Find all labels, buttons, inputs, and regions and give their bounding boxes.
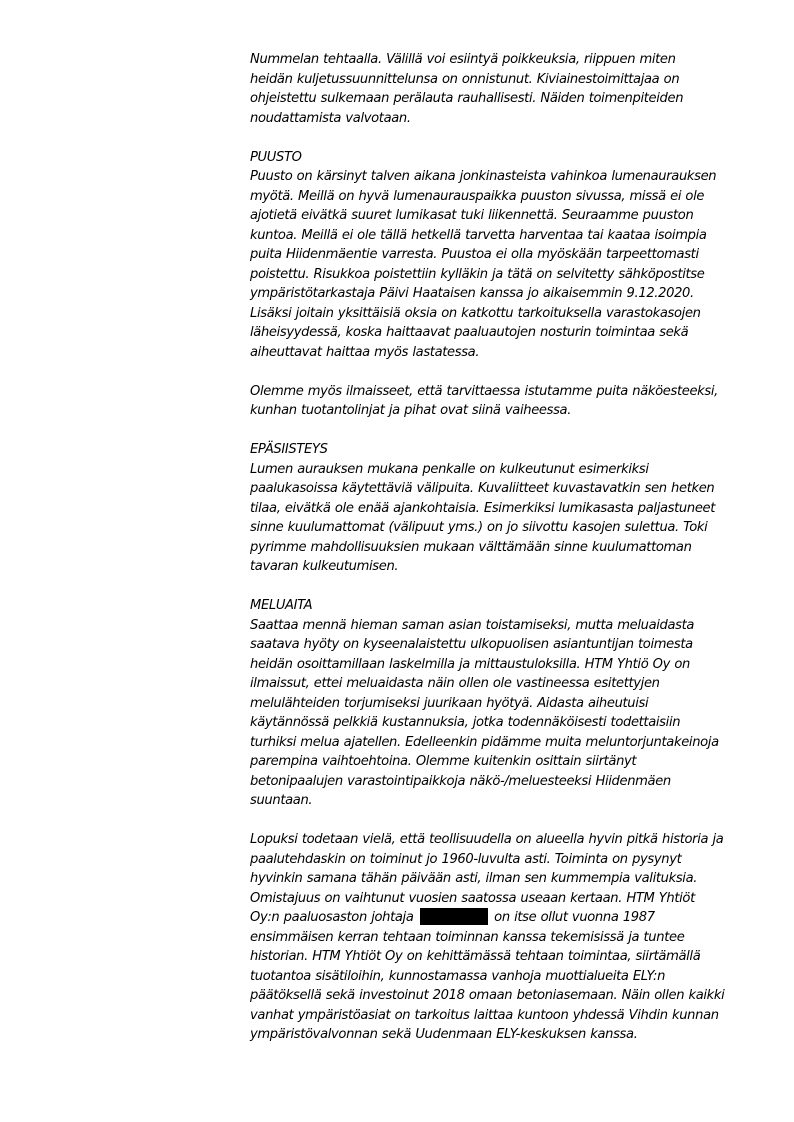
text-line: tilaa, eivätkä ole enää ajankohtaisia. Esimerkiksi lumikasasta paljastuneet bbox=[250, 500, 716, 516]
redacted-text-line bbox=[250, 908, 750, 928]
document-body bbox=[250, 50, 750, 1045]
conclusion-paragraph bbox=[250, 830, 750, 1045]
text-line: betonipaalujen varastointipaikkoja näkö-/meluesteeksi Hiidenmäen bbox=[250, 773, 671, 789]
text-line: puita Hiidenmäentie varresta. Puustoa ei olla myöskään tarpeettomasti bbox=[250, 247, 699, 262]
text-line: paalutehdaskin on toiminut jo 1960-luvulta asti. Toiminta on pysynyt bbox=[250, 851, 682, 867]
text-line: sinne kuulumattomat (välipuut yms.) on jo siivottu kasojen sulettua. Toki bbox=[250, 520, 708, 535]
text-line: Lopuksi todetaan vielä, että teollisuudella on alueella hyvin pitkä historia ja bbox=[250, 832, 724, 847]
paragraph-spacer bbox=[250, 811, 750, 831]
paragraph-spacer bbox=[250, 128, 750, 148]
text-line: aiheuttavat haittaa myös lastatessa. bbox=[250, 344, 480, 360]
text-line: kuntoa. Meillä ei ole tällä hetkellä tarvetta harventaa tai kaataa isoimpia bbox=[250, 227, 707, 243]
text-line: ympäristötarkastaja Päivi Haataisen kanssa jo aikaisemmin 9.12.2020. bbox=[250, 286, 694, 301]
text-line: vanhat ympäristöasiat on tarkoitus laittaa kuntoon yhdessä Vihdin kunnan bbox=[250, 1007, 719, 1023]
text-line: Puusto on kärsinyt talven aikana jonkinasteista vahinkoa lumenaurauksen bbox=[250, 169, 717, 184]
text-line: pyrimme mahdollisuuksien mukaan välttämään sinne kuulumattoman bbox=[250, 539, 692, 555]
paragraph-spacer bbox=[250, 577, 750, 597]
text-line: tavaran kulkeutumisen. bbox=[250, 559, 399, 574]
section-heading: EPÄSIISTEYS bbox=[250, 442, 328, 457]
section-epasiisteys bbox=[250, 440, 750, 577]
text-line: hyvinkin samana tähän päivään asti, ilman sen kummempia valituksia. bbox=[250, 871, 698, 886]
text-line: Lumen aurauksen mukana penkalle on kulkeutunut esimerkiksi bbox=[250, 461, 649, 477]
text-line: kunhan tuotantolinjat ja pihat ovat siinä vaiheessa. bbox=[250, 403, 572, 418]
section-puusto bbox=[250, 148, 750, 363]
text-line: Saattaa mennä hieman saman asian toistamiseksi, mutta meluaidasta bbox=[250, 617, 695, 633]
text-line: ensimmäisen kerran tehtaan toiminnan kanssa tekemisissä ja tuntee bbox=[250, 929, 685, 945]
text-line: Olemme myös ilmaisseet, että tarvittaessa istutamme puita näköesteeksi, bbox=[250, 383, 718, 399]
intro-paragraph bbox=[250, 50, 750, 128]
text-line: myötä. Meillä on hyvä lumenaurauspaikka puuston sivussa, missä ei ole bbox=[250, 188, 705, 204]
text-line: parempina vaihtoehtoina. Olemme kuitenkin osittain siirtänyt bbox=[250, 754, 637, 769]
paragraph-spacer bbox=[250, 421, 750, 441]
text-line: heidän osoittamillaan laskelmilla ja mittaustuloksilla. HTM Yhtiö Oy on bbox=[250, 656, 690, 672]
text-line: paalukasoissa käytettäviä välipuita. Kuvaliitteet kuvastavatkin sen hetken bbox=[250, 481, 715, 496]
paragraph-spacer bbox=[250, 362, 750, 382]
text-line: Nummelan tehtaalla. Välillä voi esiintyä poikkeuksia, riippuen miten bbox=[250, 52, 676, 67]
text-line: läheisyydessä, koska haittaavat paaluautojen nosturin toimintaa sekä bbox=[250, 325, 689, 340]
text-line: ympäristövalvonnan sekä Uudenmaan ELY-keskuksen kanssa. bbox=[250, 1027, 638, 1042]
text-line: saatava hyöty on kyseenalaistettu ulkopuolisen asiantuntijan toimesta bbox=[250, 637, 693, 652]
text-line: Lisäksi joitain yksittäisiä oksia on katkottu tarkoituksella varastokasojen bbox=[250, 305, 701, 321]
text-line: ilmaissut, ettei meluaidasta näin ollen ole vastineessa esitettyjen bbox=[250, 676, 660, 691]
text-line: käytännössä pelkkiä kustannuksia, jotka todennäköisesti todettaisiin bbox=[250, 715, 681, 730]
puusto-followup-paragraph bbox=[250, 382, 750, 421]
text-line: noudattamista valvotaan. bbox=[250, 110, 411, 126]
text-line: turhiksi melua ajatellen. Edelleenkin pidämme muita meluntorjuntakeinoja bbox=[250, 734, 719, 750]
text-line: suuntaan. bbox=[250, 793, 313, 808]
text-line: päätöksellä sekä investoinut 2018 omaan betoniasemaan. Näin ollen kaikki bbox=[250, 988, 725, 1003]
section-meluaita bbox=[250, 596, 750, 811]
text-line: tuotantoa sisätiloihin, kunnostamassa vanhoja muottialueita ELY:n bbox=[250, 968, 666, 984]
text-line: ajotietä eivätkä suuret lumikasat tuki liikennettä. Seuraamme puuston bbox=[250, 208, 694, 223]
text-line: poistettu. Risukkoa poistettiin kylläkin ja tätä on selvitetty sähköpostitse bbox=[250, 266, 705, 282]
text-line: ohjeistettu sulkemaan perälauta rauhallisesti. Näiden toimenpiteiden bbox=[250, 91, 684, 106]
text-fragment: on itse ollut vuonna 1987 bbox=[494, 910, 655, 925]
text-line: Omistajuus on vaihtunut vuosien saatossa useaan kertaan. HTM Yhtiöt bbox=[250, 890, 695, 906]
section-heading: PUUSTO bbox=[250, 149, 302, 165]
text-line: heidän kuljetussuunnittelunsa on onnistunut. Kiviainestoimittajaa on bbox=[250, 71, 680, 87]
text-line: melulähteiden torjumiseksi juurikaan hyötyä. Aidasta aiheutuisi bbox=[250, 695, 649, 711]
redaction-bar bbox=[420, 908, 488, 925]
section-heading: MELUAITA bbox=[250, 598, 313, 613]
text-line: historian. HTM Yhtiöt Oy on kehittämässä tehtaan toimintaa, siirtämällä bbox=[250, 949, 701, 964]
text-fragment: Oy:n paaluosaston johtaja bbox=[250, 910, 414, 925]
